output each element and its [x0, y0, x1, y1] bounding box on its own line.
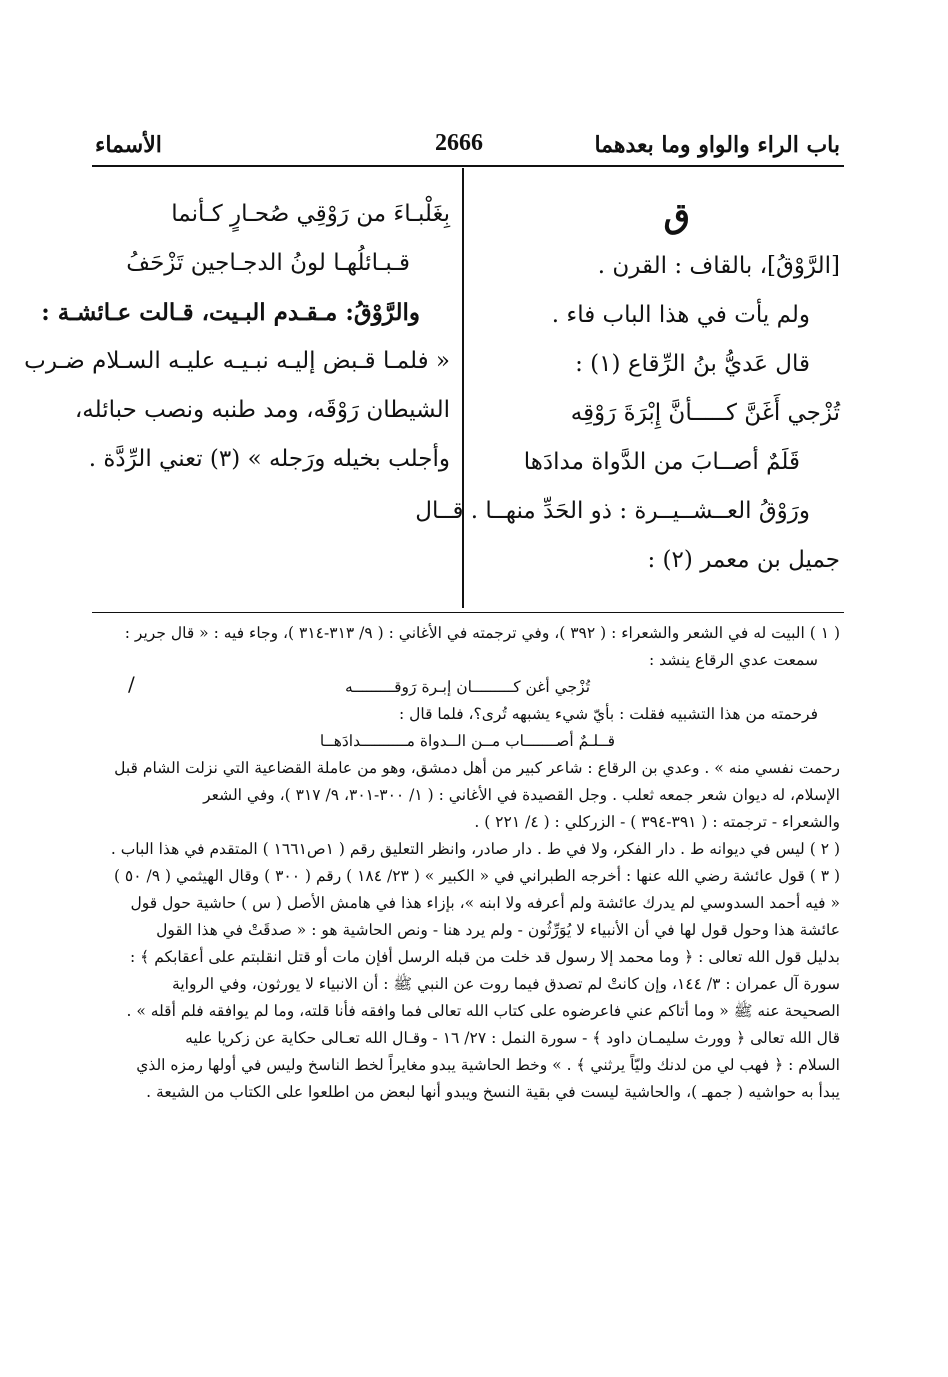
- footnote-rule: [92, 612, 844, 613]
- footnote-line: ( ١ ) البيت له في الشعر والشعراء : ( ٣٩٢ )، وفي ترجمته في الأغاني : ( ٩/ ٣١٣-٣١٤ )، وجاء فيه : « قال جرير :: [124, 624, 840, 642]
- footnote-line: سمعت عدي الرقاع ينشد :: [648, 651, 818, 669]
- footnote-line: الصحيحة عنه ﷺ « وما أتاكم عني فاعرضوه على كتاب الله تعالى فما وافقه فأنا قلته، وما لم يوافقه فلم أقله » .: [126, 1002, 840, 1020]
- footnote-line: السلام : ﴿ فهب لي من لدنك وليّاً يرثني ﴾ . » وخط الحاشية يبدو مغايراً لخط الناسخ وليس في أولها رمزه الذي: [136, 1056, 840, 1074]
- footnotes: [95, 620, 840, 1106]
- footnote-line: عائشة هذا وحول قول لها في أن الأنبياء لا يُوَرِّثُون - ولم يرد هنا - ونص الحاشية هو : « صدقَتْ في هذا القول: [156, 921, 840, 939]
- text-line: وأجلب بخيله ورَجله » (٣) تعني الرِّدَّة .: [88, 446, 450, 472]
- footnote-line: يبدأ به حواشيه ( جمهـ )، والحاشية ليست في بقية النسخ ويبدو أنها لبعض من اطلعوا على الكتاب من الشيعة .: [146, 1083, 840, 1101]
- column-divider: [462, 168, 464, 608]
- footnote-line: سورة آل عمران : ٣/ ١٤٤، وإن كانتْ لم تصدق فيما روت عن النبي ﷺ : أن الانبياء لا يورثون، وفي الرواية: [172, 975, 840, 993]
- footnote-line: فرحمته من هذا التشبيه فقلت : بأيّ شيء يشبهه تُرى؟، فلما قال :: [398, 705, 818, 723]
- text-line: الشيطان رَوْقَه، ومد طنبه ونصب حبائله،: [74, 397, 450, 423]
- left-column: [24, 190, 450, 484]
- verse-line: قَلَمٌ أصــابَ من الدَّواة مدادَها: [523, 449, 800, 475]
- right-column: [415, 190, 840, 585]
- footnote-verse: تُزْجي أغن كـــــــــان إبـرة رَوقـــــــــه: [344, 678, 591, 696]
- margin-mark: /: [128, 672, 135, 696]
- text-line: قال عَديُّ بنُ الرِّقاع (١) :: [575, 351, 810, 377]
- page-number: 2666: [435, 130, 483, 156]
- footnote-line: الإسلام، له ديوان شعر جمعه ثعلب . وجل القصيدة في الأغاني : ( ١/ ٣٠٠-٣٠١، ٩/ ٣١٧ )، وفي الشعر: [203, 786, 840, 804]
- footnote-line: رحمت نفسي منه » . وعدي بن الرقاع : شاعر كبير من أهل دمشق، وهو من عاملة القضاعية التي نزلت الشام قبل: [114, 759, 840, 777]
- text-line: ولم يأت في هذا الباب فاء .: [551, 302, 810, 328]
- verse-line: تُزْجي أَغَنَّ كـــــأنَّ إِبْرَةَ رَوْقِه: [570, 400, 840, 426]
- footnote-verse: قــلـمٌ أصـــــــاب مــن الــدواة مــــــــــدادَهــا: [319, 732, 616, 750]
- verse-line: بِغَلْبـاءَ من رَوْقِي صُحـارٍ كـأنما: [171, 201, 450, 227]
- header-rule: [92, 165, 844, 167]
- verse-line: قـبـائلُهـا لونُ الدجـاجين تَزْحَفُ: [126, 250, 410, 276]
- footnote-line: « فيه أحمد السدوسي لم يدرك عائشة ولم أعرفه ولا ابنه »، بإزاء هذا في هامش الأصل ( س ) حاشية حول قول: [130, 894, 840, 912]
- page-header: [95, 128, 840, 168]
- chapter-title: باب الراء والواو وما بعدهما: [594, 132, 840, 158]
- text-line: جميل بن معمر (٢) :: [647, 547, 840, 573]
- letter-heading: ق: [663, 196, 690, 236]
- footnote-line: والشعراء - ترجمته : ( ٣٩١-٣٩٤ ) - الزركلي : ( ٤/ ٢٢١ ) .: [474, 813, 840, 831]
- text-line: [الرَّوْقُ]، بالقاف : القرن .: [597, 253, 840, 279]
- footnote-line: ( ٣ ) قول عائشة رضي الله عنها : أخرجه الطبراني في « الكبير » ( ٢٣/ ١٨٤ ) رقم ( ٣٠٠ ) وقال الهيثمي ( ٩/ ٥٠ ): [113, 867, 840, 885]
- text-line: والرَّوْقُ: مـقـدم البـيت، قـالت عـائشـة :: [41, 299, 420, 326]
- text-line: ورَوْقُ العــشــيــرة : ذو الحَدِّ منهــا . قــال: [415, 498, 810, 524]
- footnote-line: قال الله تعالى ﴿ وورث سليمـان داود ﴾ - سورة النمل : ٢٧/ ١٦ - وقـال الله تعـالى حكاية عن زكريا عليه: [185, 1029, 840, 1047]
- section-title: الأسماء: [95, 132, 162, 158]
- text-line: « فلمـا قـبض إليـه نبـيـه عليـه السـلام ضـرب: [24, 348, 450, 374]
- footnote-line: ( ٢ ) ليس في ديوانه ط . دار الفكر، ولا في ط . دار صادر، وانظر التعليق رقم ( ١ص١٦٦١ ) المتقدم في هذا الباب .: [110, 840, 840, 858]
- footnote-line: بدليل قول الله تعالى : ﴿ وما محمد إلا رسول قد خلت من قبله الرسل أفإن مات أو قتل انقلبتم على أعقابكم ﴾ :: [130, 948, 840, 966]
